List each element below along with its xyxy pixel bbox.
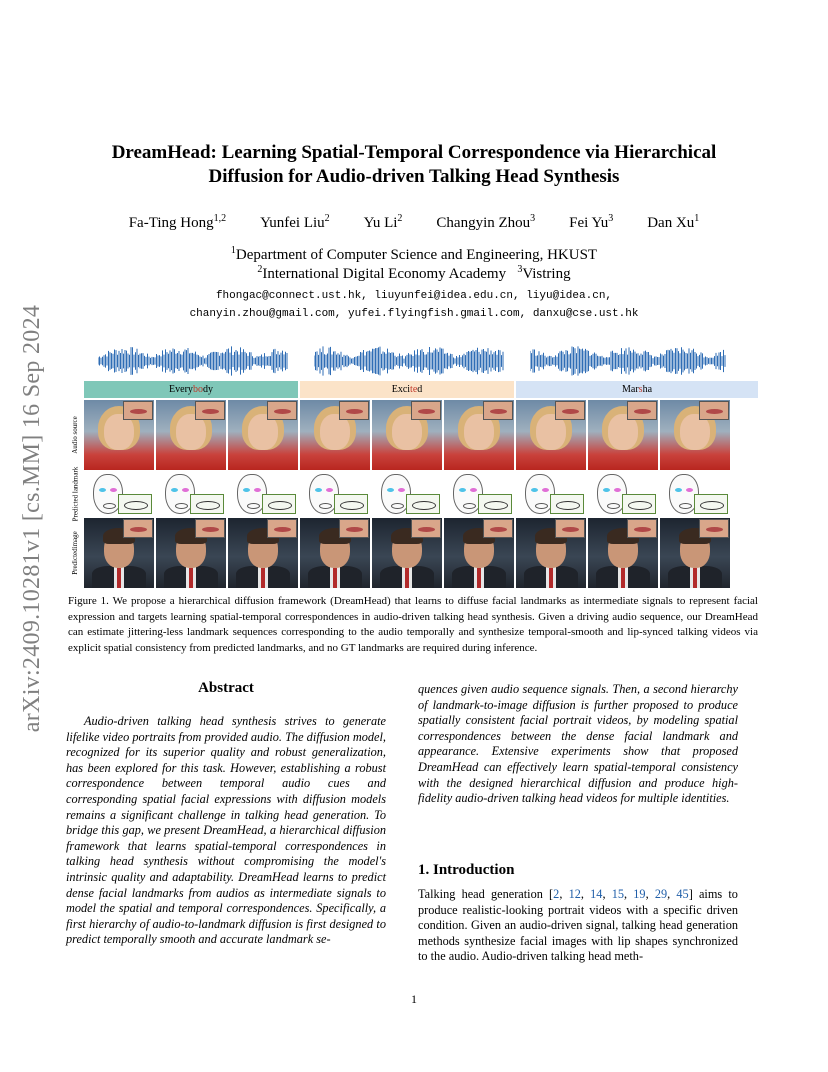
landmark-frames xyxy=(84,472,730,516)
teaser-figure xyxy=(68,344,758,590)
figure-caption: Figure 1. We propose a hierarchical diffusion framework (DreamHead) that learns to diffuse facial landmarks as intermediate signals to represent facial expression and targets learning spatial-temporal correspondences in audio-driven talking head synthesis. Given a driving audio sequence, our DreamHead can estimate jittering-less landmark sequences corresponding to the audio temporally and synthesize temporal-smooth and lip-synced talking videos via explicit spatial consistency from predicted landmarks, and no GT landmarks are required during inference. xyxy=(68,595,758,654)
source-frame xyxy=(372,400,442,470)
page-number: 1 xyxy=(411,992,417,1006)
landmark-frame xyxy=(300,472,370,516)
paper-title-line1: DreamHead: Learning Spatial-Temporal Correspondence via Hierarchical xyxy=(111,142,717,163)
word-band-marsha: Mar s ha xyxy=(516,381,758,398)
predicted-frame xyxy=(156,518,226,588)
emails-line1: fhongac@connect.ust.hk, liuyunfei@idea.edu.cn, liyu@idea.cn, xyxy=(215,290,613,302)
citation-link[interactable]: 14 xyxy=(590,887,603,901)
predicted-frame xyxy=(372,518,442,588)
introduction-paragraph: Talking head generation [2, 12, 14, 15, 19, 29, 45] aims to produce realistic-looking portrait videos with a specific driven condition. Given an audio-driven signal, talking head generation methods synthesize facial images with lip shapes synchronized to the audio. Audio-driven talking head meth- xyxy=(418,887,738,964)
predicted-frame xyxy=(444,518,514,588)
citation-link[interactable]: 19 xyxy=(633,887,646,901)
landmark-frame xyxy=(444,472,514,516)
audio-waveform xyxy=(98,344,288,378)
word-band-everybody: Every bo dy xyxy=(84,381,298,398)
predicted-frame xyxy=(588,518,658,588)
citation-link[interactable]: 15 xyxy=(611,887,624,901)
emails-line2: chanyin.zhou@gmail.com, yufei.flyingfish.gmail.com, danxu@cse.ust.hk xyxy=(189,308,639,320)
paper-title xyxy=(80,141,748,189)
affiliation-line1: $^1$Department of Computer Science and Engineering, HKUST xyxy=(230,245,598,263)
citation-link[interactable]: 2 xyxy=(553,887,560,901)
citation-link[interactable]: 12 xyxy=(568,887,581,901)
source-frame xyxy=(84,400,154,470)
citation-link[interactable]: 29 xyxy=(654,887,668,901)
citation-link[interactable]: 45 xyxy=(676,887,689,901)
row-label-predicted-image: Predictedimage xyxy=(71,531,80,575)
author: Yunfei Liu$^2$ xyxy=(260,213,330,231)
predicted-frame xyxy=(516,518,586,588)
landmark-frame xyxy=(228,472,298,516)
source-frame xyxy=(228,400,298,470)
paper-title-line2: Diffusion for Audio-driven Talking Head Synthesis xyxy=(208,166,620,187)
author: Fa-Ting Hong$^{1,2}$ xyxy=(128,213,227,231)
row-label-predicted-landmark: Predicted landmark xyxy=(71,466,79,522)
predicted-frame xyxy=(84,518,154,588)
arxiv-stamp-text: arXiv:2409.10281v1 [cs.MM] 16 Sep 2024 xyxy=(19,304,46,732)
affiliation-line2: $^2$International Digital Economy Academy $^3$Vistring xyxy=(257,264,571,282)
word-band-excited: Exci te d xyxy=(300,381,514,398)
source-frame xyxy=(588,400,658,470)
landmark-frame xyxy=(156,472,226,516)
predicted-frame xyxy=(660,518,730,588)
audio-waveform xyxy=(530,344,726,378)
landmark-frame xyxy=(84,472,154,516)
source-frame xyxy=(516,400,586,470)
author: Yu Li$^2$ xyxy=(363,213,403,231)
source-frame xyxy=(660,400,730,470)
predicted-image-frames xyxy=(84,518,730,588)
landmark-frame xyxy=(588,472,658,516)
landmark-frame xyxy=(516,472,586,516)
source-frame xyxy=(156,400,226,470)
author: Dan Xu$^1$ xyxy=(647,213,700,231)
author-list xyxy=(80,215,748,232)
abstract-right-column: quences given audio sequence signals. Then, a second hierarchy of landmark-to-image diffusion is further proposed to produce spatially consistent facial portrait videos, by modeling spatial correspondences between the dense facial landmark and appearance. Extensive experiments show that proposed DreamHead can effectively learn spatial-temporal consistency with the designed hierarchical diffusion and produce high-fidelity audio-driven talking head videos for multiple identities. xyxy=(418,682,738,806)
audio-waveform xyxy=(314,344,504,378)
author: Changyin Zhou$^3$ xyxy=(436,213,536,231)
audio-source-frames xyxy=(84,400,730,470)
source-frame xyxy=(300,400,370,470)
arxiv-stamp xyxy=(16,278,50,758)
landmark-frame xyxy=(660,472,730,516)
predicted-frame xyxy=(300,518,370,588)
source-frame xyxy=(444,400,514,470)
author: Fei Yu$^3$ xyxy=(569,213,614,231)
row-label-audio-source: Audio source xyxy=(71,416,79,454)
predicted-frame xyxy=(228,518,298,588)
abstract-heading: Abstract xyxy=(198,680,254,696)
landmark-frame xyxy=(372,472,442,516)
introduction-heading: 1. Introduction xyxy=(418,862,515,878)
abstract-left-column: Audio-driven talking head synthesis strives to generate lifelike video portraits from provided audio. The diffusion model, recognized for its superior quality and robust generalization, has been explored for this task. However, establishing a robust correspondence between temporal audio cues and corresponding spatial facial expressions with diffusion models remains a significant challenge in talking head generation. To bridge this gap, we present DreamHead, a hierarchical diffusion framework that learns spatial-temporal correspondences in talking head synthesis without compromising the model's intrinsic quality and adaptability. DreamHead learns to predict dense facial landmarks from audios as intermediate signals to model the spatial and temporal correspondences. Specifically, a first hierarchy of audio-to-landmark diffusion is first designed to predict temporally smooth and accurate landmark se- xyxy=(66,714,386,947)
